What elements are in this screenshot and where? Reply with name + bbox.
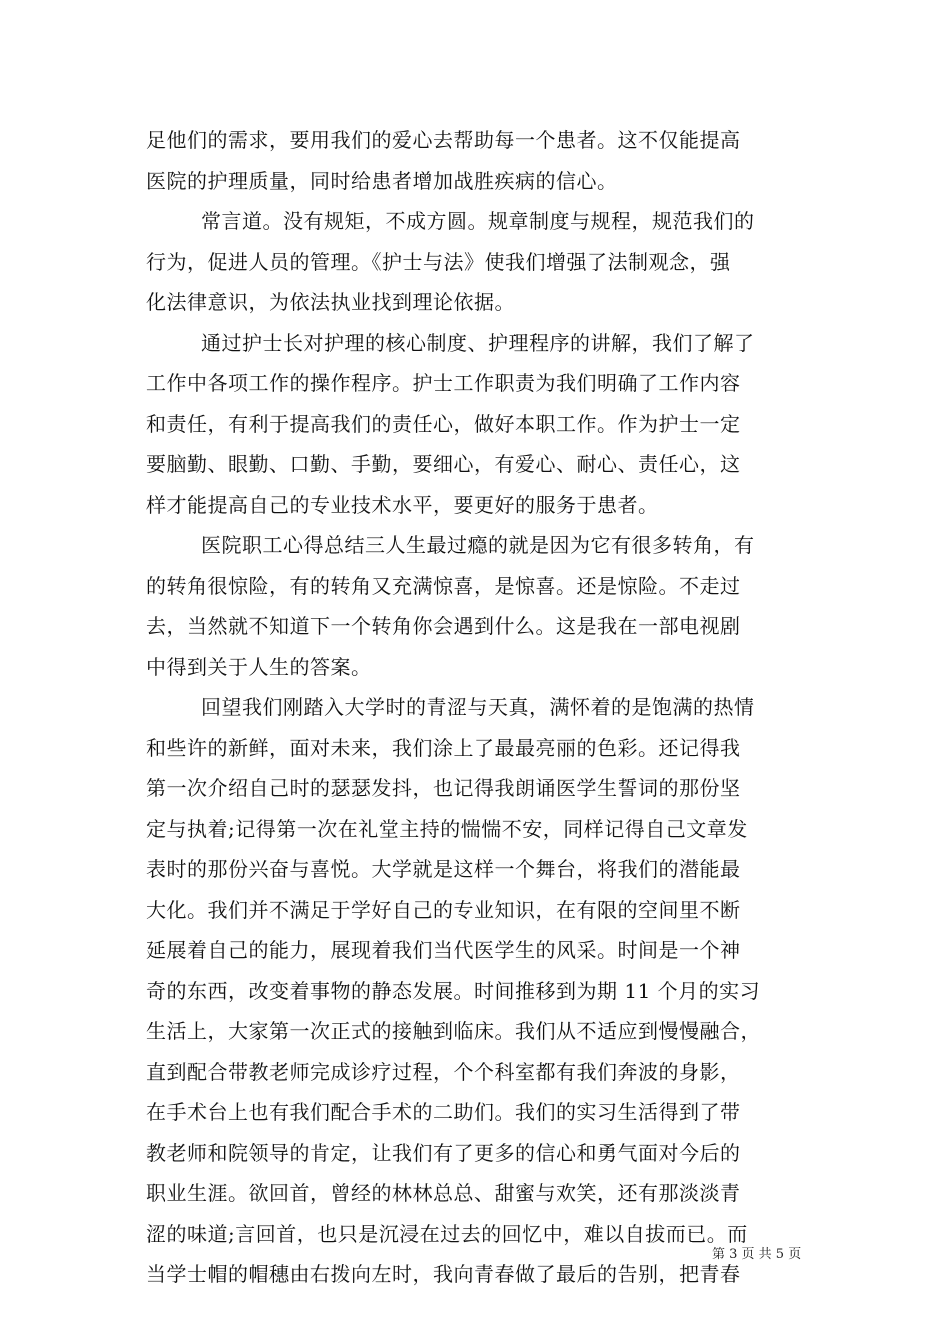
text-line: 直到配合带教老师完成诊疗过程，个个科室都有我们奔波的身影， [146, 1059, 741, 1084]
paragraph-start-line: 回望我们刚踏入大学时的青涩与天真，满怀着的是饱满的热情 [201, 695, 755, 719]
text-line: 足他们的需求，要用我们的爱心去帮助每一个患者。这不仅能提高 [146, 128, 741, 152]
text-line: 工作中各项工作的操作程序。护士工作职责为我们明确了工作内容 [146, 371, 741, 395]
text-line: 医院的护理质量，同时给患者增加战胜疾病的信心。 [146, 168, 618, 193]
page-number-footer: 第 3 页 共 5 页 [712, 1247, 802, 1262]
text-line: 生活上，大家第一次正式的接触到临床。我们从不适应到慢慢融合， [146, 1019, 761, 1043]
text-line: 定与执着;记得第一次在礼堂主持的惴惴不安，同样记得自己文章发 [146, 816, 748, 841]
text-line: 要脑勤、眼勤、口勤、手勤，要细心，有爱心、耐心、责任心，这 [146, 452, 741, 476]
body-text [146, 120, 818, 1295]
text-line: 和责任，有利于提高我们的责任心，做好本职工作。作为护士一定 [146, 411, 741, 436]
text-line: 样才能提高自己的专业技术水平，要更好的服务于患者。 [146, 492, 659, 517]
text-line: 涩的味道;言回首，也只是沉浸在过去的回忆中，难以自拔而已。而 [146, 1221, 748, 1246]
text-line: 奇的东西，改变着事物的静态发展。时间推移到为期 11 个月的实习 [146, 978, 761, 1003]
paragraph-start-line: 常言道。没有规矩，不成方圆。规章制度与规程，规范我们的 [201, 209, 755, 233]
text-line: 化法律意识，为依法执业找到理论依据。 [146, 290, 515, 314]
text-line: 职业生涯。欲回首，曾经的林林总总、甜蜜与欢笑，还有那淡淡青 [146, 1181, 741, 1205]
text-line: 在手术台上也有我们配合手术的二助们。我们的实习生活得到了带 [146, 1100, 741, 1124]
text-line: 表时的那份兴奋与喜悦。大学就是这样一个舞台，将我们的潜能最 [146, 857, 741, 881]
text-line: 的转角很惊险，有的转角又充满惊喜，是惊喜。还是惊险。不走过 [146, 573, 741, 598]
paragraph-start-line: 通过护士长对护理的核心制度、护理程序的讲解，我们了解了 [201, 330, 755, 355]
text-line: 行为，促进人员的管理。《护士与法》使我们增强了法制观念，强 [146, 249, 731, 274]
text-line: 延展着自己的能力，展现着我们当代医学生的风采。时间是一个神 [146, 938, 741, 962]
text-line: 第一次介绍自己时的瑟瑟发抖，也记得我朗诵医学生誓词的那份坚 [146, 776, 741, 800]
text-line: 去，当然就不知道下一个转角你会遇到什么。这是我在一部电视剧 [146, 614, 741, 638]
text-line: 中得到关于人生的答案。 [146, 654, 372, 679]
text-line: 当学士帽的帽穗由右拨向左时，我向青春做了最后的告别，把青春 [146, 1262, 741, 1286]
text-line: 和些许的新鲜，面对未来，我们涂上了最最亮丽的色彩。还记得我 [146, 735, 741, 760]
paragraph-start-line: 医院职工心得总结三人生最过瘾的就是因为它有很多转角，有 [201, 533, 755, 557]
text-line: 教老师和院领导的肯定，让我们有了更多的信心和勇气面对今后的 [146, 1140, 741, 1165]
text-line: 大化。我们并不满足于学好自己的专业知识，在有限的空间里不断 [146, 897, 741, 922]
